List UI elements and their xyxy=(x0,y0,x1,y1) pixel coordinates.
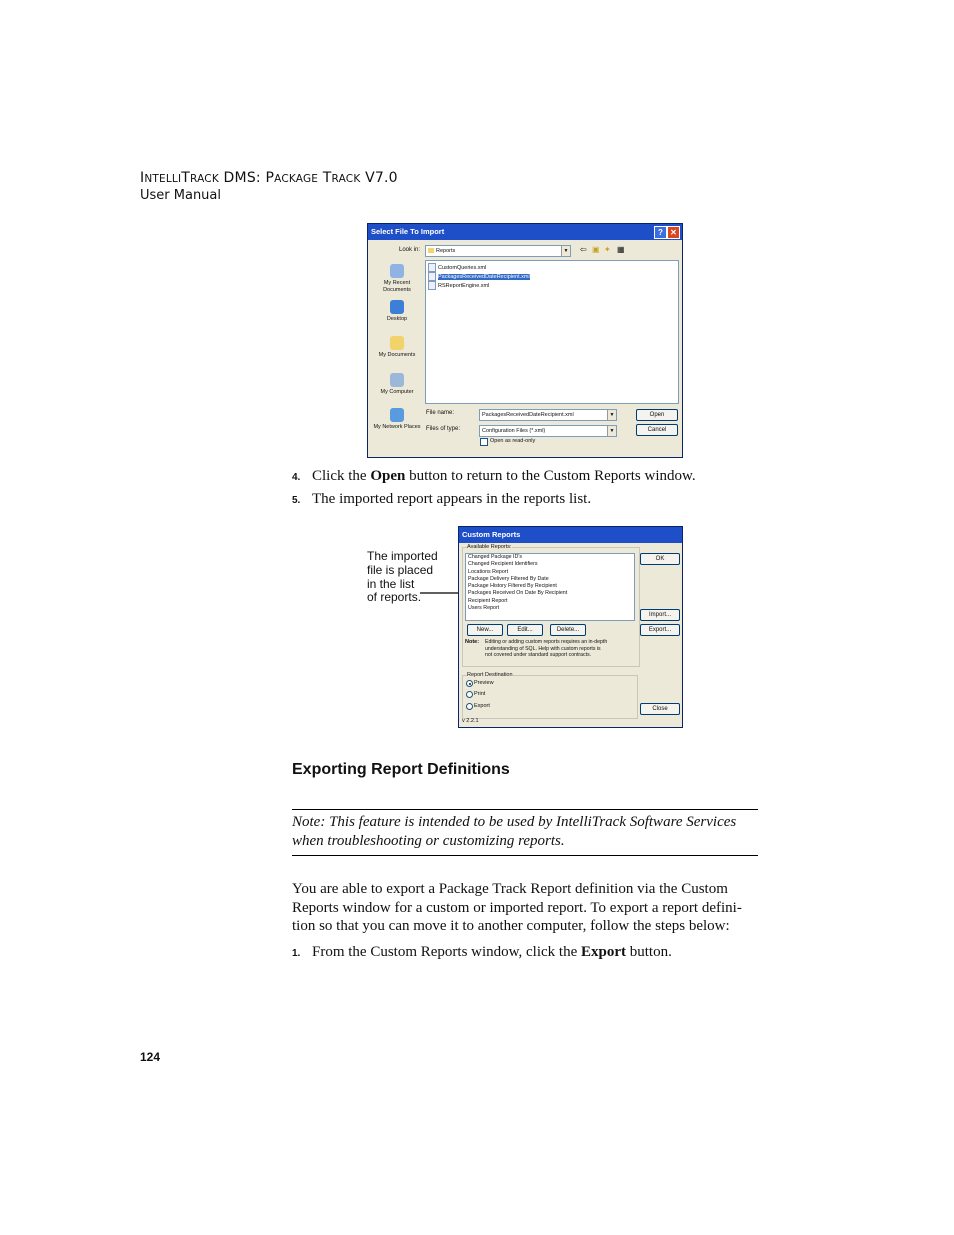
open-button[interactable]: Open xyxy=(636,409,678,421)
delete-button[interactable]: Delete... xyxy=(550,624,586,636)
note-block: Note: This feature is intended to be used by IntelliTrack Software Services when troubleshooting or customizing reports. xyxy=(292,814,737,849)
select-file-dialog xyxy=(367,223,683,458)
file-item-selected[interactable] xyxy=(428,272,530,280)
network-places-icon xyxy=(390,408,404,422)
files-of-type-value: Configuration Files (*.xml) xyxy=(482,428,546,434)
chevron-down-icon: ▼ xyxy=(607,426,616,436)
step-number: 4. xyxy=(292,472,301,483)
version-label: v 2.2.1 xyxy=(462,718,479,724)
new-folder-icon[interactable]: ✦ xyxy=(604,245,611,254)
place-recent[interactable] xyxy=(370,264,424,293)
note-line: Editing or adding custom reports requires an in-depth xyxy=(485,639,608,645)
export-button[interactable]: Export... xyxy=(640,624,680,636)
print-label: Print xyxy=(474,691,486,697)
place-label: My Recent Documents xyxy=(383,280,411,293)
help-icon[interactable]: ? xyxy=(654,226,667,239)
file-label: PackagesReceivedDateRecipient.xml xyxy=(438,273,530,280)
list-item[interactable]: Package History Filtered By Recipient xyxy=(468,583,557,590)
files-of-type-select[interactable] xyxy=(479,425,617,437)
place-my-computer[interactable] xyxy=(370,373,424,396)
xml-file-icon xyxy=(428,263,436,272)
callout-line: in the list xyxy=(367,576,415,591)
list-item[interactable]: Users Report xyxy=(468,605,500,612)
file-name-field[interactable] xyxy=(479,409,617,421)
look-in-label: Look in: xyxy=(399,247,421,253)
print-radio[interactable] xyxy=(466,691,473,698)
step-text: Click the xyxy=(312,468,371,484)
list-item[interactable]: Changed Package ID's xyxy=(468,554,523,560)
chevron-down-icon: ▼ xyxy=(561,246,570,256)
file-name-value: PackagesReceivedDateRecipient.xml xyxy=(482,412,574,418)
step-number: 1. xyxy=(292,948,301,959)
step-4 xyxy=(292,468,696,485)
import-button[interactable]: Import... xyxy=(640,609,680,621)
list-item[interactable]: Package Delivery Filtered By Date xyxy=(468,575,549,582)
body-paragraph: You are able to export a Package Track Report definition via the Custom Reports window for a custom or imported report. To export a report defini- tion so that you can move it to another computer, follow the steps below: xyxy=(292,881,742,934)
step-text: From the Custom Reports window, click the xyxy=(312,944,582,960)
dialog-title: Custom Reports xyxy=(462,530,521,539)
step-5 xyxy=(292,491,591,508)
place-label: Desktop xyxy=(386,316,408,322)
dialog-titlebar xyxy=(459,527,682,543)
callout-line: file is placed xyxy=(367,562,434,577)
preview-radio[interactable] xyxy=(466,680,473,687)
export-radio[interactable] xyxy=(466,703,473,710)
list-item[interactable]: Recipient Report xyxy=(468,597,508,604)
new-button[interactable]: New... xyxy=(467,624,503,636)
available-reports-label: Available Reports: xyxy=(467,544,512,550)
note-line: understanding of SQL. Help with custom reports is xyxy=(485,645,601,652)
places-bar xyxy=(370,244,424,454)
views-menu-icon[interactable]: ▦ xyxy=(617,245,625,254)
up-folder-icon[interactable]: ▣ xyxy=(592,245,600,254)
place-my-documents[interactable] xyxy=(370,336,424,359)
folder-icon xyxy=(428,248,434,253)
note-bottom-rule xyxy=(292,855,758,856)
note-label: Note: xyxy=(465,639,480,645)
close-button[interactable]: Close xyxy=(640,703,680,715)
my-computer-icon xyxy=(390,373,404,387)
callout-line: The imported xyxy=(367,549,438,563)
list-item[interactable]: Packages Received On Date By Recipient xyxy=(468,590,568,597)
list-item[interactable]: Changed Recipient Identifiers xyxy=(468,561,538,568)
step-text: button. xyxy=(626,944,672,960)
back-arrow-icon[interactable]: ⇦ xyxy=(580,245,587,254)
running-header-subtitle: User Manual xyxy=(140,188,222,203)
files-of-type-label: Files of type: xyxy=(426,426,461,432)
step-bold: Export xyxy=(581,944,627,960)
export-label: Export xyxy=(474,703,490,709)
look-in-select[interactable] xyxy=(425,245,571,257)
running-header-title: INTELLITRACK DMS: PACKAGE TRACK V7.0 xyxy=(140,170,398,186)
dialog-titlebar xyxy=(368,224,682,240)
chevron-down-icon: ▼ xyxy=(607,410,616,420)
note-text xyxy=(485,639,607,659)
place-desktop[interactable] xyxy=(370,300,424,323)
file-name-label: File name: xyxy=(426,410,455,416)
recent-documents-icon xyxy=(390,264,404,278)
file-label: RSReportEngine.xml xyxy=(438,282,490,289)
place-label: My Computer xyxy=(380,389,414,395)
reports-list[interactable] xyxy=(465,553,635,621)
dialog-title: Select File To Import xyxy=(371,227,445,236)
custom-reports-dialog xyxy=(458,526,683,728)
read-only-label: Open as read-only xyxy=(490,438,536,444)
file-list[interactable] xyxy=(425,260,679,404)
place-network[interactable] xyxy=(370,408,424,431)
page-number: 124 xyxy=(140,1050,161,1064)
desktop-icon xyxy=(390,300,404,314)
step-number: 5. xyxy=(292,495,301,506)
preview-label: Preview xyxy=(474,680,494,686)
list-item[interactable]: Locations Report xyxy=(468,568,509,575)
note-top-rule xyxy=(292,809,758,810)
file-item[interactable] xyxy=(428,281,489,289)
ok-button[interactable]: OK xyxy=(640,553,680,565)
my-documents-icon xyxy=(390,336,404,350)
cancel-button[interactable]: Cancel xyxy=(636,424,678,436)
close-icon[interactable]: ✕ xyxy=(667,226,680,239)
step-1 xyxy=(292,944,672,961)
section-heading: Exporting Report Definitions xyxy=(292,761,510,778)
report-destination-label: Report Destination xyxy=(467,672,513,678)
read-only-checkbox[interactable] xyxy=(480,438,488,446)
callout-line: of reports. xyxy=(367,590,422,605)
note-line: not covered under standard support contracts. xyxy=(485,652,592,658)
xml-file-icon xyxy=(428,281,436,290)
step-text: button to return to the Custom Reports window. xyxy=(405,468,696,484)
look-in-value: Reports xyxy=(436,248,456,254)
edit-button[interactable]: Edit... xyxy=(507,624,543,636)
file-item[interactable] xyxy=(428,263,486,271)
place-label: My Network Places xyxy=(373,424,421,430)
xml-file-icon xyxy=(428,272,436,281)
file-label: CustomQueries.xml xyxy=(438,264,487,271)
step-bold: Open xyxy=(370,468,406,484)
step-text: The imported report appears in the reports list. xyxy=(312,491,592,507)
place-label: My Documents xyxy=(378,352,416,358)
